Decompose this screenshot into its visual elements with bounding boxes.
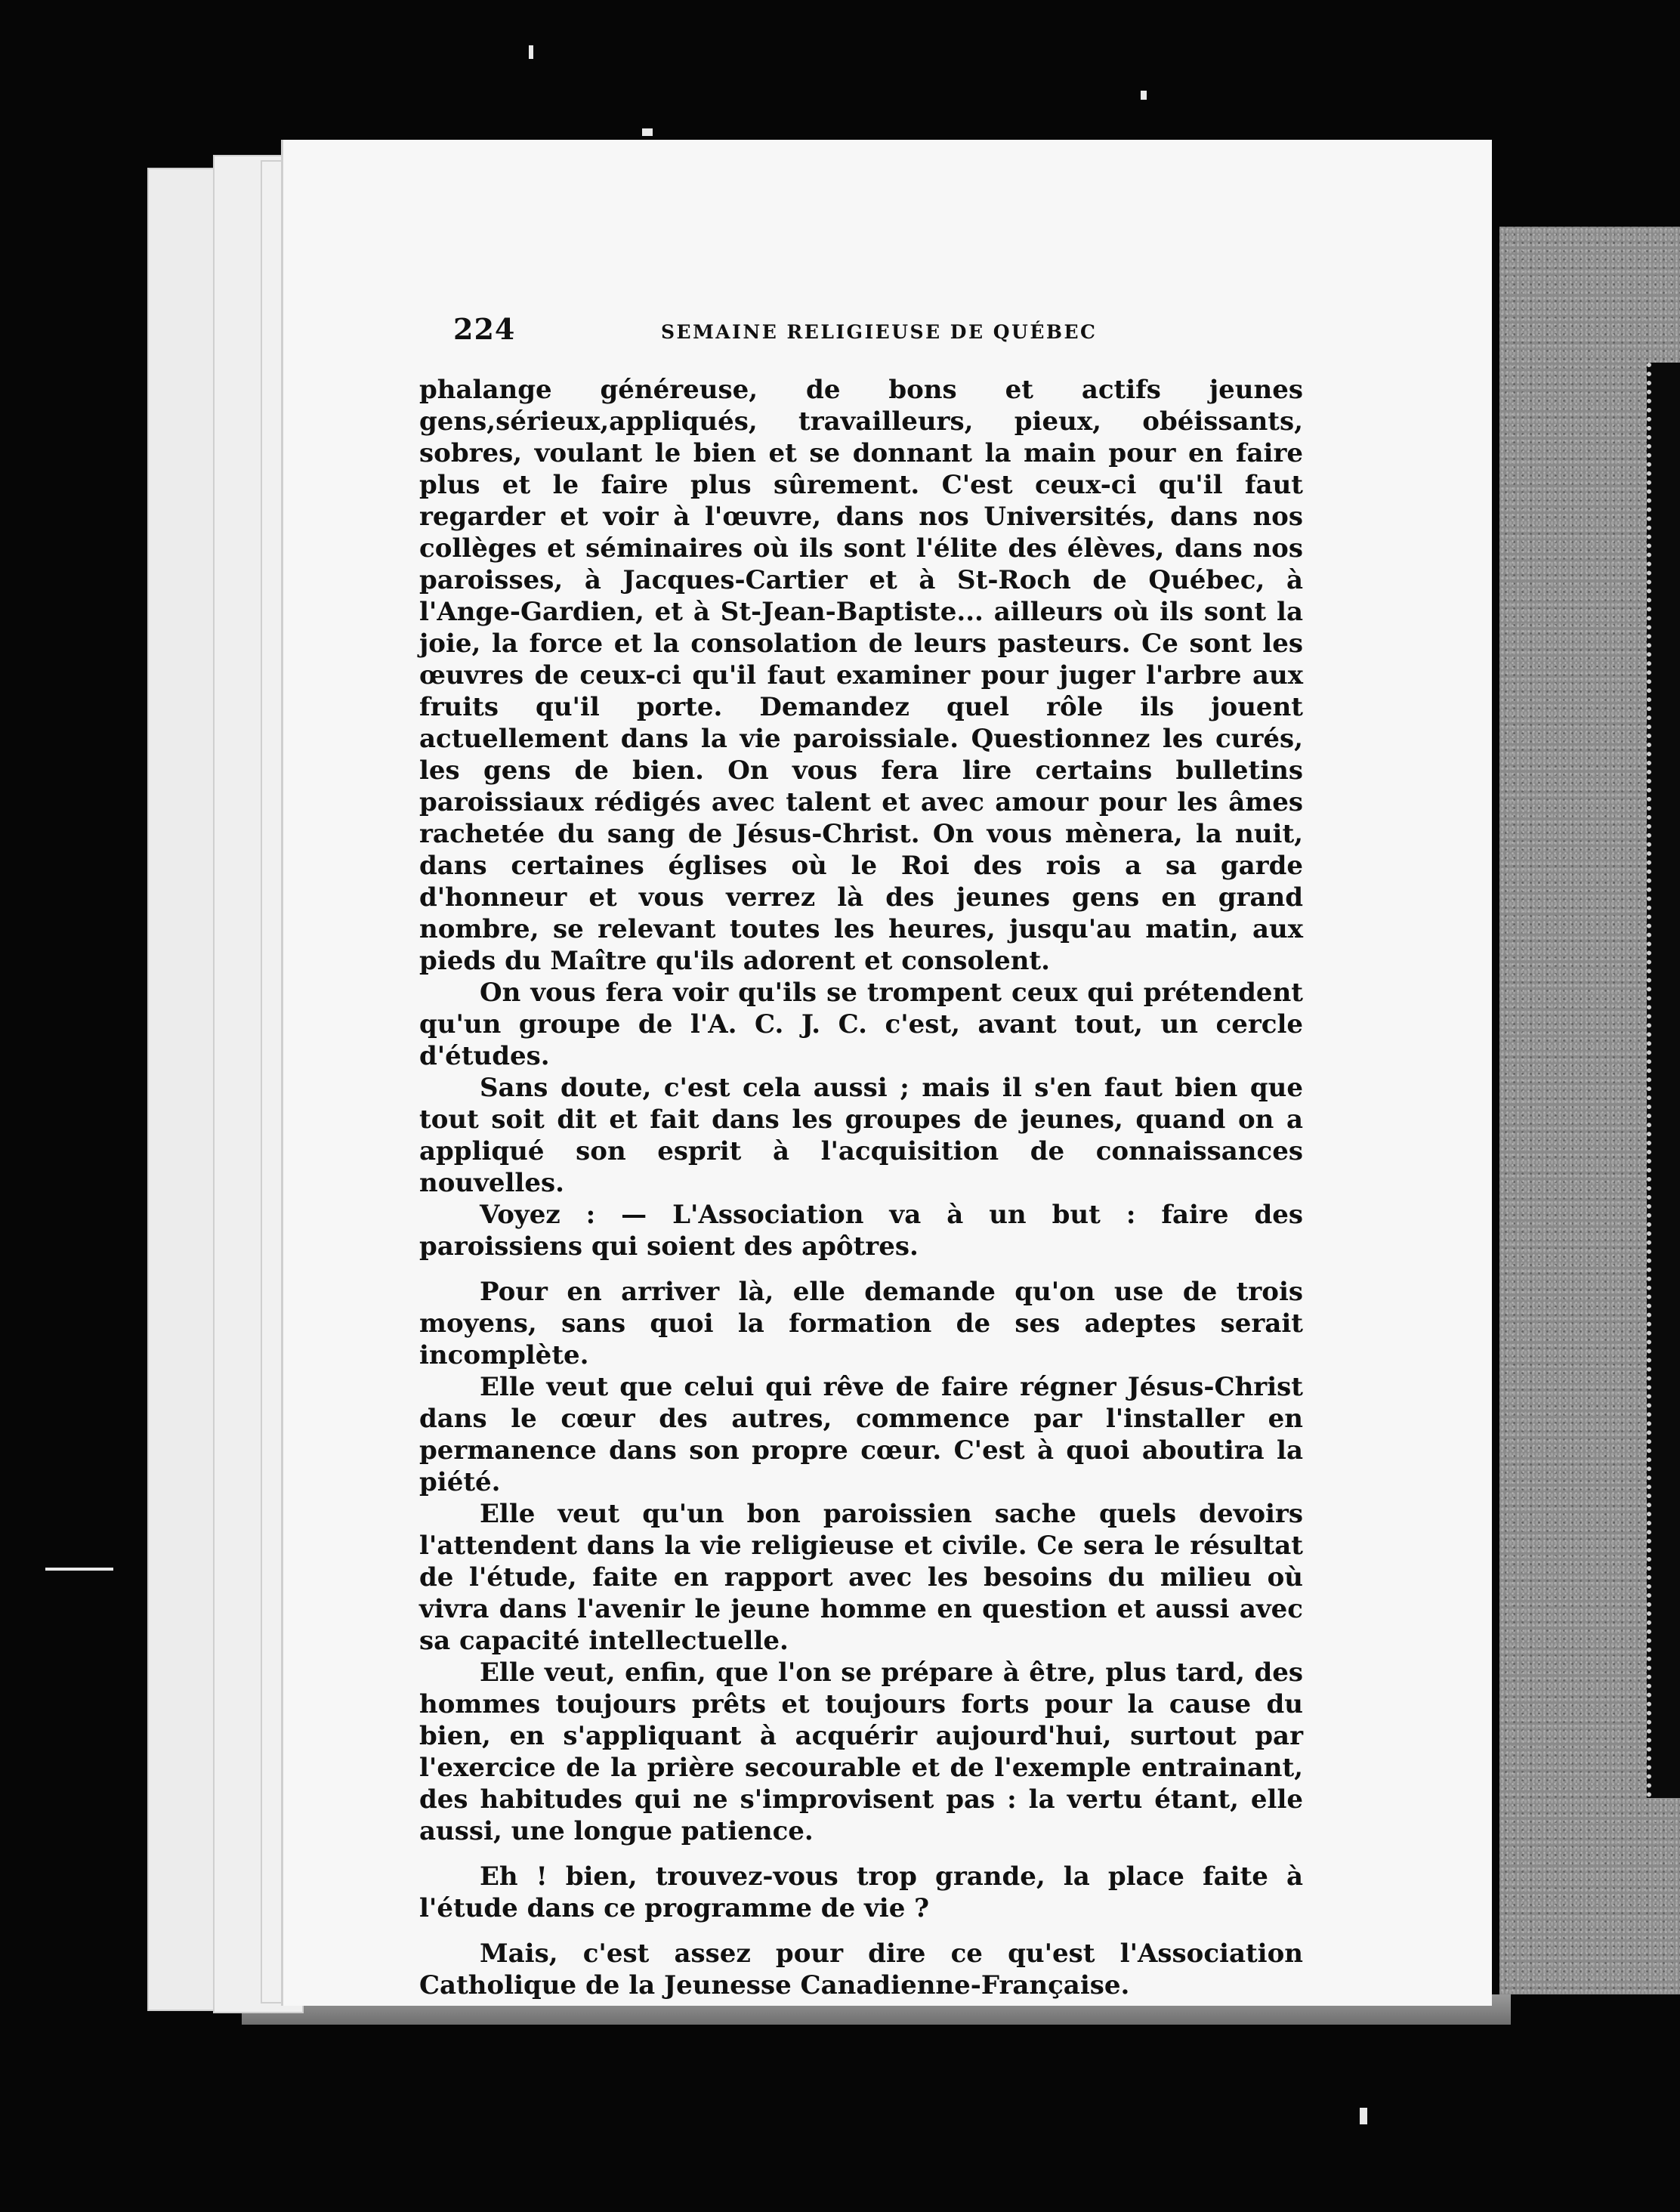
paragraph: phalange généreuse, de bons et actifs jeunes gens,sérieux,appliqués, travailleurs, pieux, obéissants, sobres, voulant le bien et se donnant la main pour en faire plus et le faire plus sûrement. C'est ceux-ci qu'il faut regarder et voir à l'œuvre, dans nos Universités, dans nos collèges et séminaires où ils sont l'élite des élèves, dans nos paroisses, à Jacques-Cartier et à St-Roch de Québec, à l'Ange-Gardien, et à St-Jean-Baptiste... ailleurs où ils sont la joie, la force et la consolation de leurs pasteurs. Ce sont les œuvres de ceux-ci qu'il faut examiner pour juger l'arbre aux fruits qu'il porte. Demandez quel rôle ils jouent actuellement dans la vie paroissiale. Questionnez les curés, les gens de bien. On vous fera lire certains bulletins paroissiaux rédigés avec talent et avec amour pour les âmes rachetée du sang de Jésus-Christ. On vous mènera, la nuit, dans certaines églises où le Roi des rois a sa garde d'honneur et vous verrez là des jeunes gens en grand nombre, se relevant toutes les heures, jusqu'au matin, aux pieds du Maître qu'ils adorent et consolent.	[419, 375, 1303, 976]
film-speck	[1360, 2108, 1367, 2124]
board-frame	[1647, 363, 1680, 1798]
paragraph: Pour en arriver là, elle demande qu'on use de trois moyens, sans quoi la formation de ses adeptes serait incomplète.	[419, 1277, 1303, 1370]
document-page	[283, 140, 1492, 2006]
paragraph: Mais, c'est assez pour dire ce qu'est l'Association Catholique de la Jeunesse Canadienne-Française.	[419, 1939, 1303, 2000]
paragraph: Voyez : — L'Association va à un but : faire des paroissiens qui soient des apôtres.	[419, 1200, 1303, 1262]
paragraph: On vous fera voir qu'ils se trompent ceux qui prétendent qu'un groupe de l'A. C. J. C. c'est, avant tout, un cercle d'études.	[419, 978, 1303, 1071]
paragraph: Elle veut, enfin, que l'on se prépare à être, plus tard, des hommes toujours prêts et toujours forts pour la cause du bien, en s'appliquant à acquérir aujourd'hui, surtout par l'exercice de la prière secourable et de l'exemple entrainant, des habitudes qui ne s'improvisent pas : la vertu étant, elle aussi, une longue patience.	[419, 1657, 1303, 1846]
film-speck	[642, 128, 653, 136]
page-header	[453, 312, 1246, 357]
paragraph: Sans doute, c'est cela aussi ; mais il s'en faut bien que tout soit dit et fait dans les groupes de jeunes, quand on a appliqué son esprit à l'acquisition de connaissances nouvelles.	[419, 1073, 1303, 1198]
paragraph: Elle veut qu'un bon paroissien sache quels devoirs l'attendent dans la vie religieuse et civile. Ce sera le résultat de l'étude, faite en rapport avec les besoins du milieu où vivra dans l'avenir le jeune homme en question et aussi avec sa capacité intellectuelle.	[419, 1499, 1303, 1656]
film-speck	[1141, 91, 1147, 100]
body-text	[419, 374, 1303, 2001]
page-number: 224	[453, 312, 516, 346]
paragraph: Elle veut que celui qui rêve de faire régner Jésus-Christ dans le cœur des autres, commence par l'installer en permanence dans son propre cœur. C'est à quoi aboutira la piété.	[419, 1372, 1303, 1497]
film-speck	[529, 45, 533, 59]
paragraph: Eh ! bien, trouvez-vous trop grande, la place faite à l'étude dans ce programme de vie ?	[419, 1861, 1303, 1923]
film-speck	[45, 1568, 113, 1571]
running-title: SEMAINE RELIGIEUSE DE QUÉBEC	[661, 321, 1098, 343]
